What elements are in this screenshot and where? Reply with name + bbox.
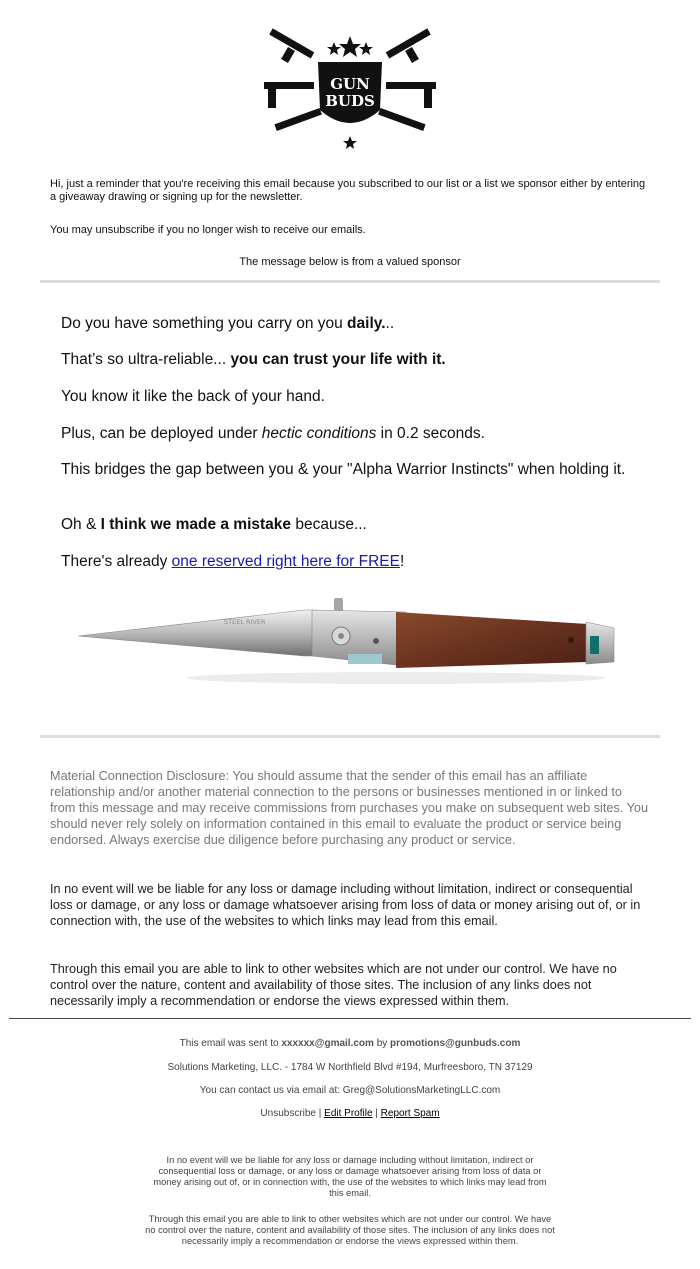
sponsor-note: The message below is from a valued sponsor <box>239 256 461 268</box>
message-line-6: Oh & I think we made a mistake because... <box>61 516 367 533</box>
star-icon <box>359 42 373 55</box>
external-links-disclaimer: Through this email you are able to link to other websites which are not under our control. We have no control over the nature, content and availability of those sites. The inclusion of any links does not necessarily imply a recommendation or endorse the views expressed within them. <box>50 962 617 1008</box>
right-pistol-icon <box>378 28 436 131</box>
star-icon <box>343 136 357 149</box>
left-pistol-icon <box>264 28 322 131</box>
divider-top <box>40 280 660 283</box>
report-spam-link[interactable]: Report Spam <box>380 1108 440 1119</box>
message-line-2: That’s so ultra-reliable... you can trust your life with it. <box>61 351 446 368</box>
star-icon <box>327 42 341 55</box>
material-connection-disclosure: Material Connection Disclosure: You should assume that the sender of this email has an affiliate relationship and/or another material connection to the persons or businesses mentioned in or linked to from this message and may receive commissions from purchases you make on subsequent web sites. You should never rely solely on information contained in this email to evaluate the product or service being endorsed. Always exercise due diligence before purchasing any product or service. <box>50 769 649 847</box>
unsubscribe-link[interactable]: Unsubscribe <box>260 1108 316 1119</box>
footer-legal-links: Through this email you are able to link to other websites which are not under our control. We have no control over the nature, content and availability of those sites. The inclusion of any links does not necessarily imply a recommendation or endorse the views expressed within them. <box>145 1214 555 1246</box>
gunbuds-logo <box>262 18 438 150</box>
blade-engraving: STEEL RIVER <box>224 618 266 626</box>
sent-to-line: This email was sent to xxxxxx@gmail.com by promotions@gunbuds.com <box>179 1038 521 1049</box>
message-line-5: This bridges the gap between you & your "Alpha Warrior Instincts" when holding it. <box>61 461 626 478</box>
footer-links: Unsubscribe | Edit Profile | Report Spam <box>260 1108 440 1119</box>
reminder-text: Hi, just a reminder that you're receiving this email because you subscribed to our list or a list we sponsor either by entering a giveaway drawing or signing up for the newsletter. <box>50 178 646 203</box>
knife-product-image[interactable] <box>76 592 624 692</box>
message-line-1: Do you have something you carry on you daily... <box>61 315 395 332</box>
logo-text-buds: BUDS <box>325 92 375 110</box>
message-line-3: You know it like the back of your hand. <box>61 388 325 405</box>
footer-legal-liability: In no event will we be liable for any loss or damage including without limitation, indirect or consequential loss or damage, or any loss or damage whatsoever arising from loss of data or money arising out of, or in connection with, the use of the websites to which links may lead from this email. <box>153 1155 547 1198</box>
edit-profile-link[interactable]: Edit Profile <box>324 1108 373 1119</box>
contact-line: You can contact us via email at: Greg@SolutionsMarketingLLC.com <box>199 1085 501 1096</box>
footer-divider <box>9 1018 691 1019</box>
free-offer-link[interactable]: one reserved right here for FREE <box>171 553 400 570</box>
unsubscribe-note: You may unsubscribe if you no longer wish to receive our emails. <box>50 224 366 236</box>
message-line-4: Plus, can be deployed under hectic conditions in 0.2 seconds. <box>61 425 485 442</box>
message-line-7: There's already one reserved right here for FREE! <box>61 553 405 570</box>
divider-middle <box>40 735 660 738</box>
star-icon <box>339 36 361 57</box>
company-address: Solutions Marketing, LLC. - 1784 W Northfield Blvd #194, Murfreesboro, TN 37129 <box>167 1062 533 1073</box>
logo-text-gun: GUN <box>330 75 370 93</box>
liability-disclaimer: In no event will we be liable for any loss or damage including without limitation, indirect or consequential loss or damage, or any loss or damage whatsoever arising from loss of data or money arising out of, or in connection with, the use of the websites to which links may lead from this email. <box>50 882 641 928</box>
